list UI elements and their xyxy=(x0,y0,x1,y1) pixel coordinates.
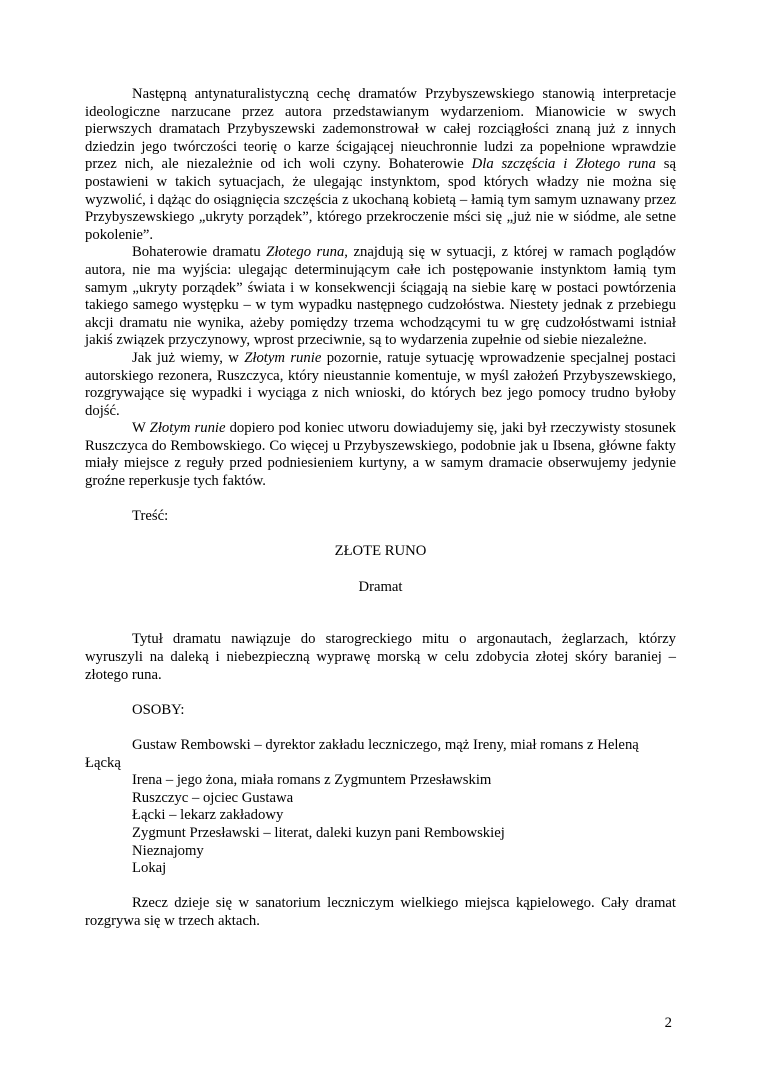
text-run: są postawieni w takich sytuacjach, że ulegając instynktom, spod których władzy nie można się wyzwolić, i dążąc do osiągnięcia szczęścia z ukochaną kobietą – łamią tym samym uznawany przez Przybyszewskiego „ukryty porządek”, którego przekroczenie mści się „już nie w siódme, ale setne pokolenie”. xyxy=(85,156,676,243)
italic-run: Złotym runie xyxy=(244,349,322,366)
person-zygmunt-przeslawski xyxy=(85,825,676,843)
work-title xyxy=(85,543,676,561)
text-run: Lokaj xyxy=(132,860,167,877)
section-label-osoby xyxy=(85,702,676,720)
text-run: Łącki – lekarz zakładowy xyxy=(132,807,284,824)
person-nieznajomy xyxy=(85,843,676,861)
text-run: Jak już wiemy, w xyxy=(132,349,245,366)
text-run: , znajdują się w sytuacji, z której w ramach poglądów autora, nie ma wyjścia: ulegając determinującym całe ich postępowanie instynktom łamią tym samym „ukryty porządek” świata i w konsekwencji ściągają na siebie karę w postaci powtórzenia takiego samego występku – w tym wypadku następnego cudzołóstwa. Niestety jednak z przebiegu akcji dramatu nie wynika, ażeby pomiędzy trzema wchodzącymi tu w grę cudzołóstwami istniał jakiś związek przyczynowy, wprost przeciwnie, są to wydarzenia zupełnie od siebie niezależne. xyxy=(85,244,676,349)
text-run: OSOBY: xyxy=(132,701,185,718)
italic-run: Dla szczęścia i Złotego runa xyxy=(471,156,656,173)
text-run: Dramat xyxy=(358,578,403,595)
paragraph-ruszczyc-rembowski xyxy=(85,420,676,490)
person-irena xyxy=(85,772,676,790)
text-run: Nieznajomy xyxy=(132,842,204,859)
paragraph-setting xyxy=(85,895,676,930)
person-ruszczyc xyxy=(85,790,676,808)
work-subtitle xyxy=(85,579,676,597)
text-run: pozornie, ratuje sytuację wprowadzenie specjalnej postaci autorskiego rezonera, Ruszczyca, który nieustannie komentuje, w myśl założeń Przybyszewskiego, rozgrywające się wypadki i wyciąga z nich wnioski, do których bez jego pomocy trudno byłoby dojść. xyxy=(85,349,676,419)
text-run: Gustaw Rembowski – dyrektor zakładu leczniczego, mąż Ireny, miał romans z Heleną Łącką xyxy=(85,736,639,771)
text-run: W xyxy=(132,420,150,437)
italic-run: Złotym runie xyxy=(149,420,226,437)
text-run: Następną antynaturalistyczną cechę dramatów Przybyszewskiego stanowią interpretacje ideologiczne narzucane przez autora przedstawianym wydarzeniom. Mianowicie w swych pierwszych dramatach Przybyszewski zademonstrował w całej rozciągłości znaną już z innych dziedzin jego twórczości teorię o karze ścigającej nieuchronnie ludzi za popełnione wprawdzie przez nich, ale niezależnie od ich woli czyny. Bohaterowie xyxy=(85,86,676,173)
page-number: 2 xyxy=(664,1015,672,1032)
text-run: Zygmunt Przesławski – literat, daleki kuzyn pani Rembowskiej xyxy=(132,824,505,841)
paragraph-intro-antinaturalism xyxy=(85,86,676,244)
paragraph-title-origin xyxy=(85,631,676,684)
paragraph-heroes-zlote-runo xyxy=(85,244,676,350)
text-run: Irena – jego żona, miała romans z Zygmuntem Przesławskim xyxy=(132,772,492,789)
text-run: Bohaterowie dramatu xyxy=(132,244,267,261)
section-label-tresc xyxy=(85,508,676,526)
text-run: Ruszczyc – ojciec Gustawa xyxy=(132,789,294,806)
person-lacki xyxy=(85,807,676,825)
person-lokaj xyxy=(85,860,676,878)
italic-run: Złotego runa xyxy=(266,244,345,261)
person-gustaw-rembowski xyxy=(85,737,676,772)
text-run: ZŁOTE RUNO xyxy=(334,543,427,560)
text-run: dopiero pod koniec utworu dowiadujemy się, jaki był rzeczywisty stosunek Ruszczyca do Rembowskiego. Co więcej u Przybyszewskiego, podobnie jak u Ibsena, główne fakty miały miejsce z reguły przed podniesieniem kurtyny, a w samym dramacie obserwujemy jedynie groźne reperkusje tych faktów. xyxy=(85,420,676,490)
text-run: Tytuł dramatu nawiązuje do starogreckiego mitu o argonautach, żeglarzach, którzy wyruszyli na daleką i niebezpieczną wyprawę morską w celu zdobycia złotej skóry baraniej – złotego runa. xyxy=(85,631,676,683)
text-run: Treść: xyxy=(132,508,169,525)
text-run: Rzecz dzieje się w sanatorium leczniczym wielkiego miejsca kąpielowego. Cały dramat rozgrywa się w trzech aktach. xyxy=(85,895,676,929)
paragraph-ruszczyc-rezoner xyxy=(85,350,676,420)
